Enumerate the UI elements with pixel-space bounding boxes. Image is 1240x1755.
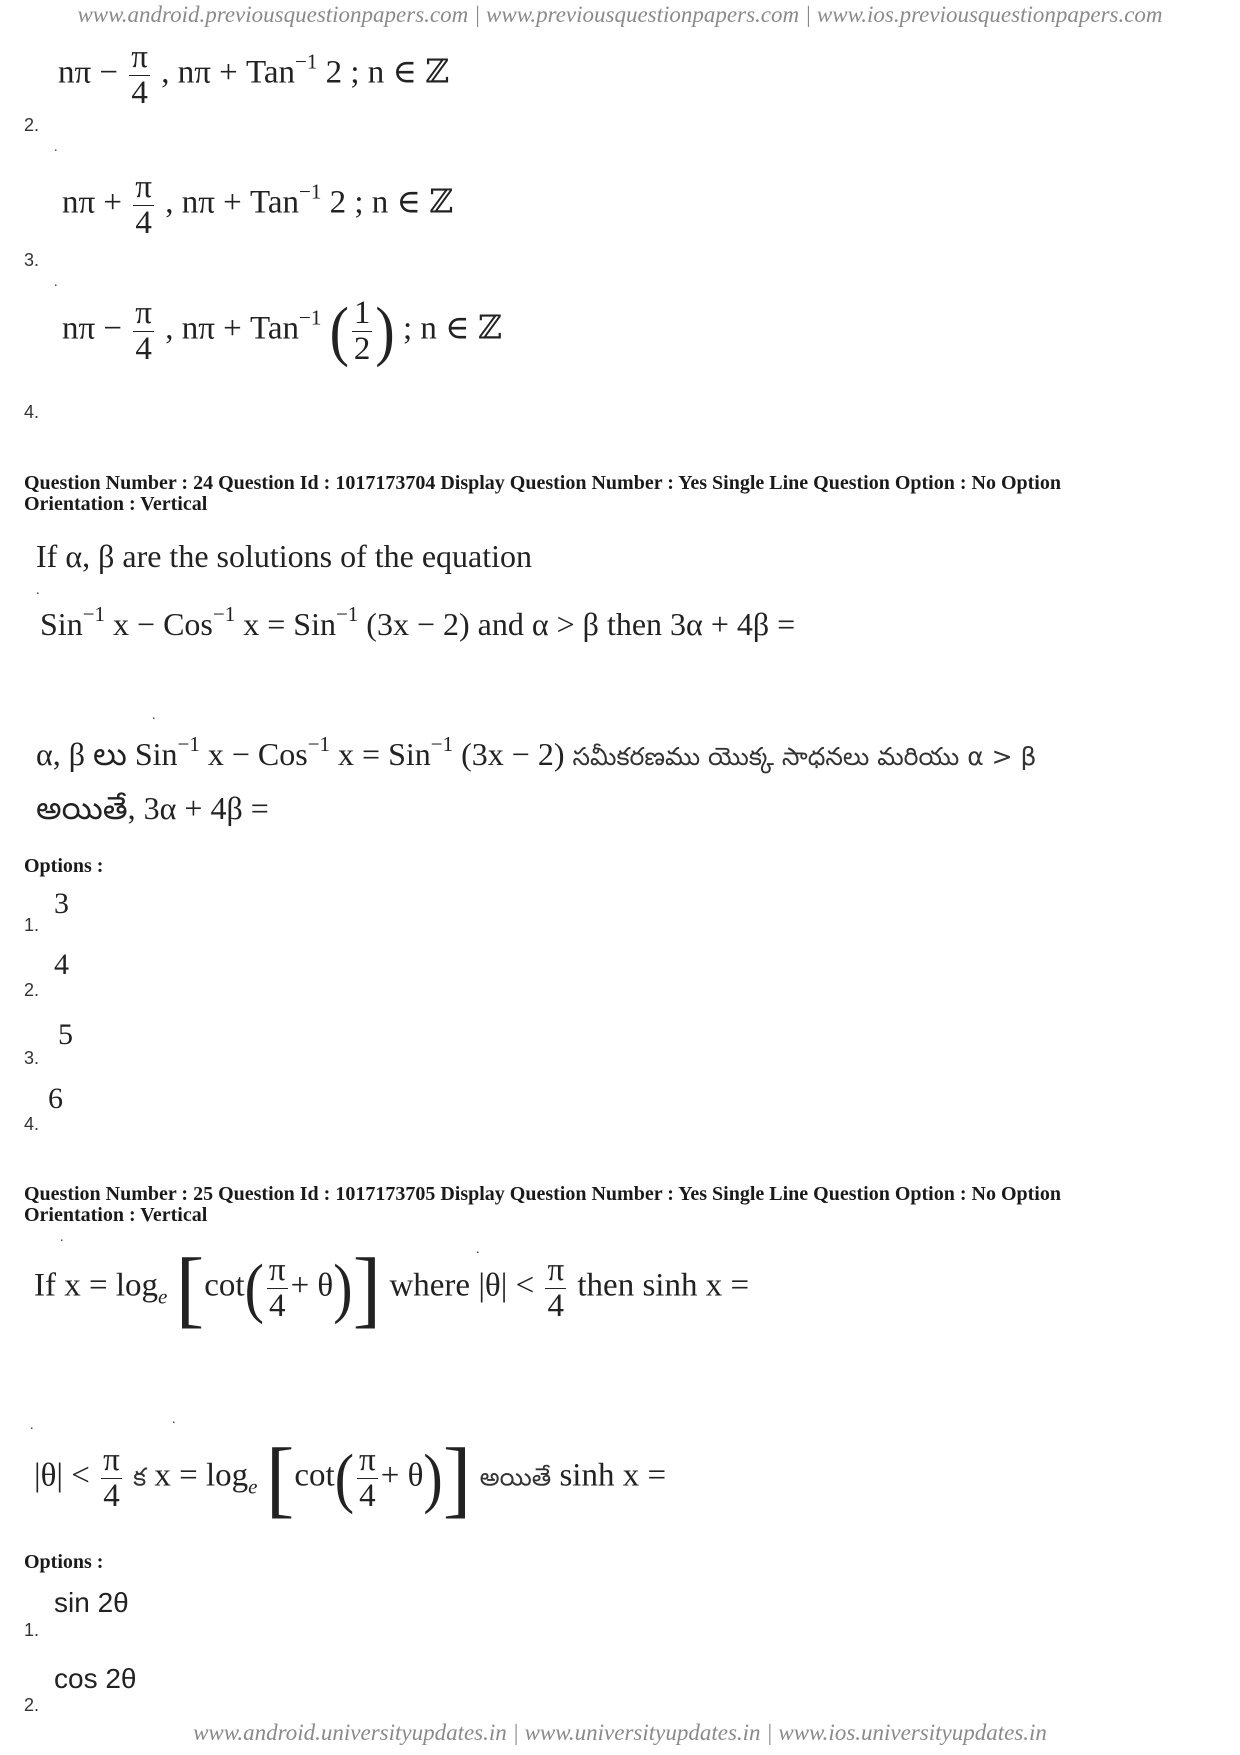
header-watermark: www.android.previousquestionpapers.com | www.previousquestionpapers.com | www.ios.previousquestionpapers.com — [77, 2, 1163, 27]
q24-option-2-value: 4 — [54, 948, 69, 981]
prev-option-3-expression: nπ + $\frac{\pi}{4}$ , nπ + Tan$^{-1}$ 2 ; n ∈ ℤ — [62, 169, 454, 241]
q25-options-label: Options : — [24, 1551, 104, 1573]
q25-option-1-number: 1. — [24, 1620, 40, 1640]
q24-meta-line2: Orientation : Vertical — [24, 493, 208, 515]
q24-options-label: Options : — [24, 855, 104, 877]
prev-option-3-number: 3. — [24, 250, 40, 270]
prev-option-2-expression: nπ − $\frac{\pi}{4}$ , nπ + Tan$^{-1}$ 2 ; n ∈ ℤ — [58, 39, 450, 111]
q24-english-line2: Sin$^{-1}$ x − Cos$^{-1}$ x = Sin$^{-1}$ (3x − 2) and α > β then 3α + 4β = — [40, 602, 796, 642]
q24-option-4-number: 4. — [24, 1114, 40, 1134]
prev-option-4-number: 4. — [24, 402, 40, 422]
q24-telugu-line1: α, β లు Sin$^{-1}$ x − Cos$^{-1}$ x = Sin$^{-1}$ (3x − 2) సమీకరణము యొక్క సాధనలు మరియు α > β — [36, 732, 1037, 772]
q24-option-1-value: 3 — [54, 887, 69, 920]
q25-english-expression: If $x = \log_e [\cot$( $\frac{\pi}{4}$ + θ)] where |θ| < $\frac{\pi}{4}$ then sinh x = — [34, 1240, 750, 1336]
q24-telugu-line2: అయితే, 3α + 4β = — [36, 790, 269, 826]
q24-english-line1: If α, β are the solutions of the equation — [36, 538, 533, 574]
q24-option-1-number: 1. — [24, 915, 40, 935]
q25-telugu-expression: |θ| < $\frac{\pi}{4}$ క $x = \log_e [\cot$( $\frac{\pi}{4}$ + θ)] అయితే sinh x = — [34, 1430, 667, 1526]
prev-option-2-number: 2. — [24, 115, 40, 135]
q25-option-1-value: sin 2θ — [54, 1587, 129, 1618]
q25-option-2-number: 2. — [24, 1695, 40, 1715]
q25-meta-line2: Orientation : Vertical — [24, 1204, 208, 1226]
q24-option-4-value: 6 — [48, 1082, 63, 1115]
footer-watermark: www.android.universityupdates.in | www.universityupdates.in | www.ios.universityupdates.in — [193, 1720, 1047, 1745]
q25-meta-line1: Question Number : 25 Question Id : 1017173705 Display Question Number : Yes Single Line Question Option : No Option — [24, 1183, 1061, 1205]
q24-option-3-value: 5 — [58, 1018, 73, 1051]
prev-option-4-expression: nπ − $\frac{\pi}{4}$ , nπ + Tan$^{-1}$ ( $\frac{1}{2}$ ) ; n ∈ ℤ — [62, 293, 502, 368]
q24-option-2-number: 2. — [24, 980, 40, 1000]
q24-option-3-number: 3. — [24, 1048, 40, 1068]
q24-meta-line1: Question Number : 24 Question Id : 1017173704 Display Question Number : Yes Single Line Question Option : No Option — [24, 472, 1061, 494]
q25-option-2-value: cos 2θ — [54, 1663, 137, 1694]
